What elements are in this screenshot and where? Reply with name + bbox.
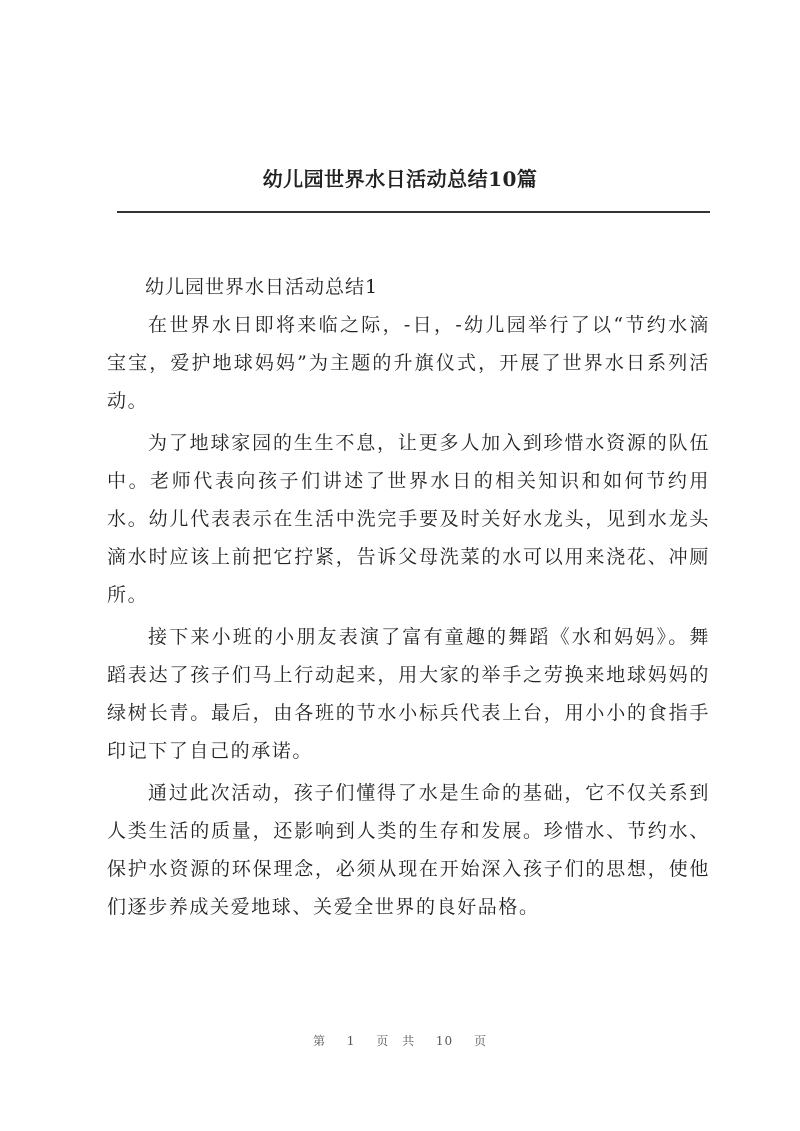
footer-suffix: 页: [474, 1034, 488, 1048]
paragraph-1: 在世界水日即将来临之际，-日，-幼儿园举行了以“节约水滴宝宝，爱护地球妈妈”为主题的升旗仪式，开展了世界水日系列活动。: [107, 314, 710, 412]
paragraph-2: 为了地球家园的生生不息，让更多人加入到珍惜水资源的队伍中。老师代表向孩子们讲述了世界水日的相关知识和如何节约用水。幼儿代表表示在生活中洗完手要及时关好水龙头，见到水龙头滴水时应该上前把它拧紧，告诉父母洗菜的水可以用来浇花、冲厕所。: [107, 432, 710, 606]
document-body: [107, 268, 710, 930]
footer-page-number: 1: [346, 1034, 356, 1048]
paragraph-4: 通过此次活动，孩子们懂得了水是生命的基础，它不仅关系到人类生活的质量，还影响到人类的生存和发展。珍惜水、节约水、保护水资源的环保理念，必须从现在开始深入孩子们的思想，使他们逐步养成关爱地球、关爱全世界的良好品格。: [107, 782, 710, 918]
document-title: 幼儿园世界水日活动总结10篇: [262, 167, 538, 191]
footer-prefix: 第: [312, 1034, 326, 1048]
section-heading: 幼儿园世界水日活动总结1: [145, 276, 379, 298]
paragraph-3: 接下来小班的小朋友表演了富有童趣的舞蹈《水和妈妈》。舞蹈表达了孩子们马上行动起来，用大家的举手之劳换来地球妈妈的绿树长青。最后，由各班的节水小标兵代表上台，用小小的食指手印记下了自己的承诺。: [107, 626, 710, 762]
footer-total-pages: 10: [435, 1034, 454, 1048]
title-divider: [117, 211, 710, 213]
footer-mid: 页 共: [376, 1034, 416, 1048]
page-footer: [0, 1032, 800, 1049]
